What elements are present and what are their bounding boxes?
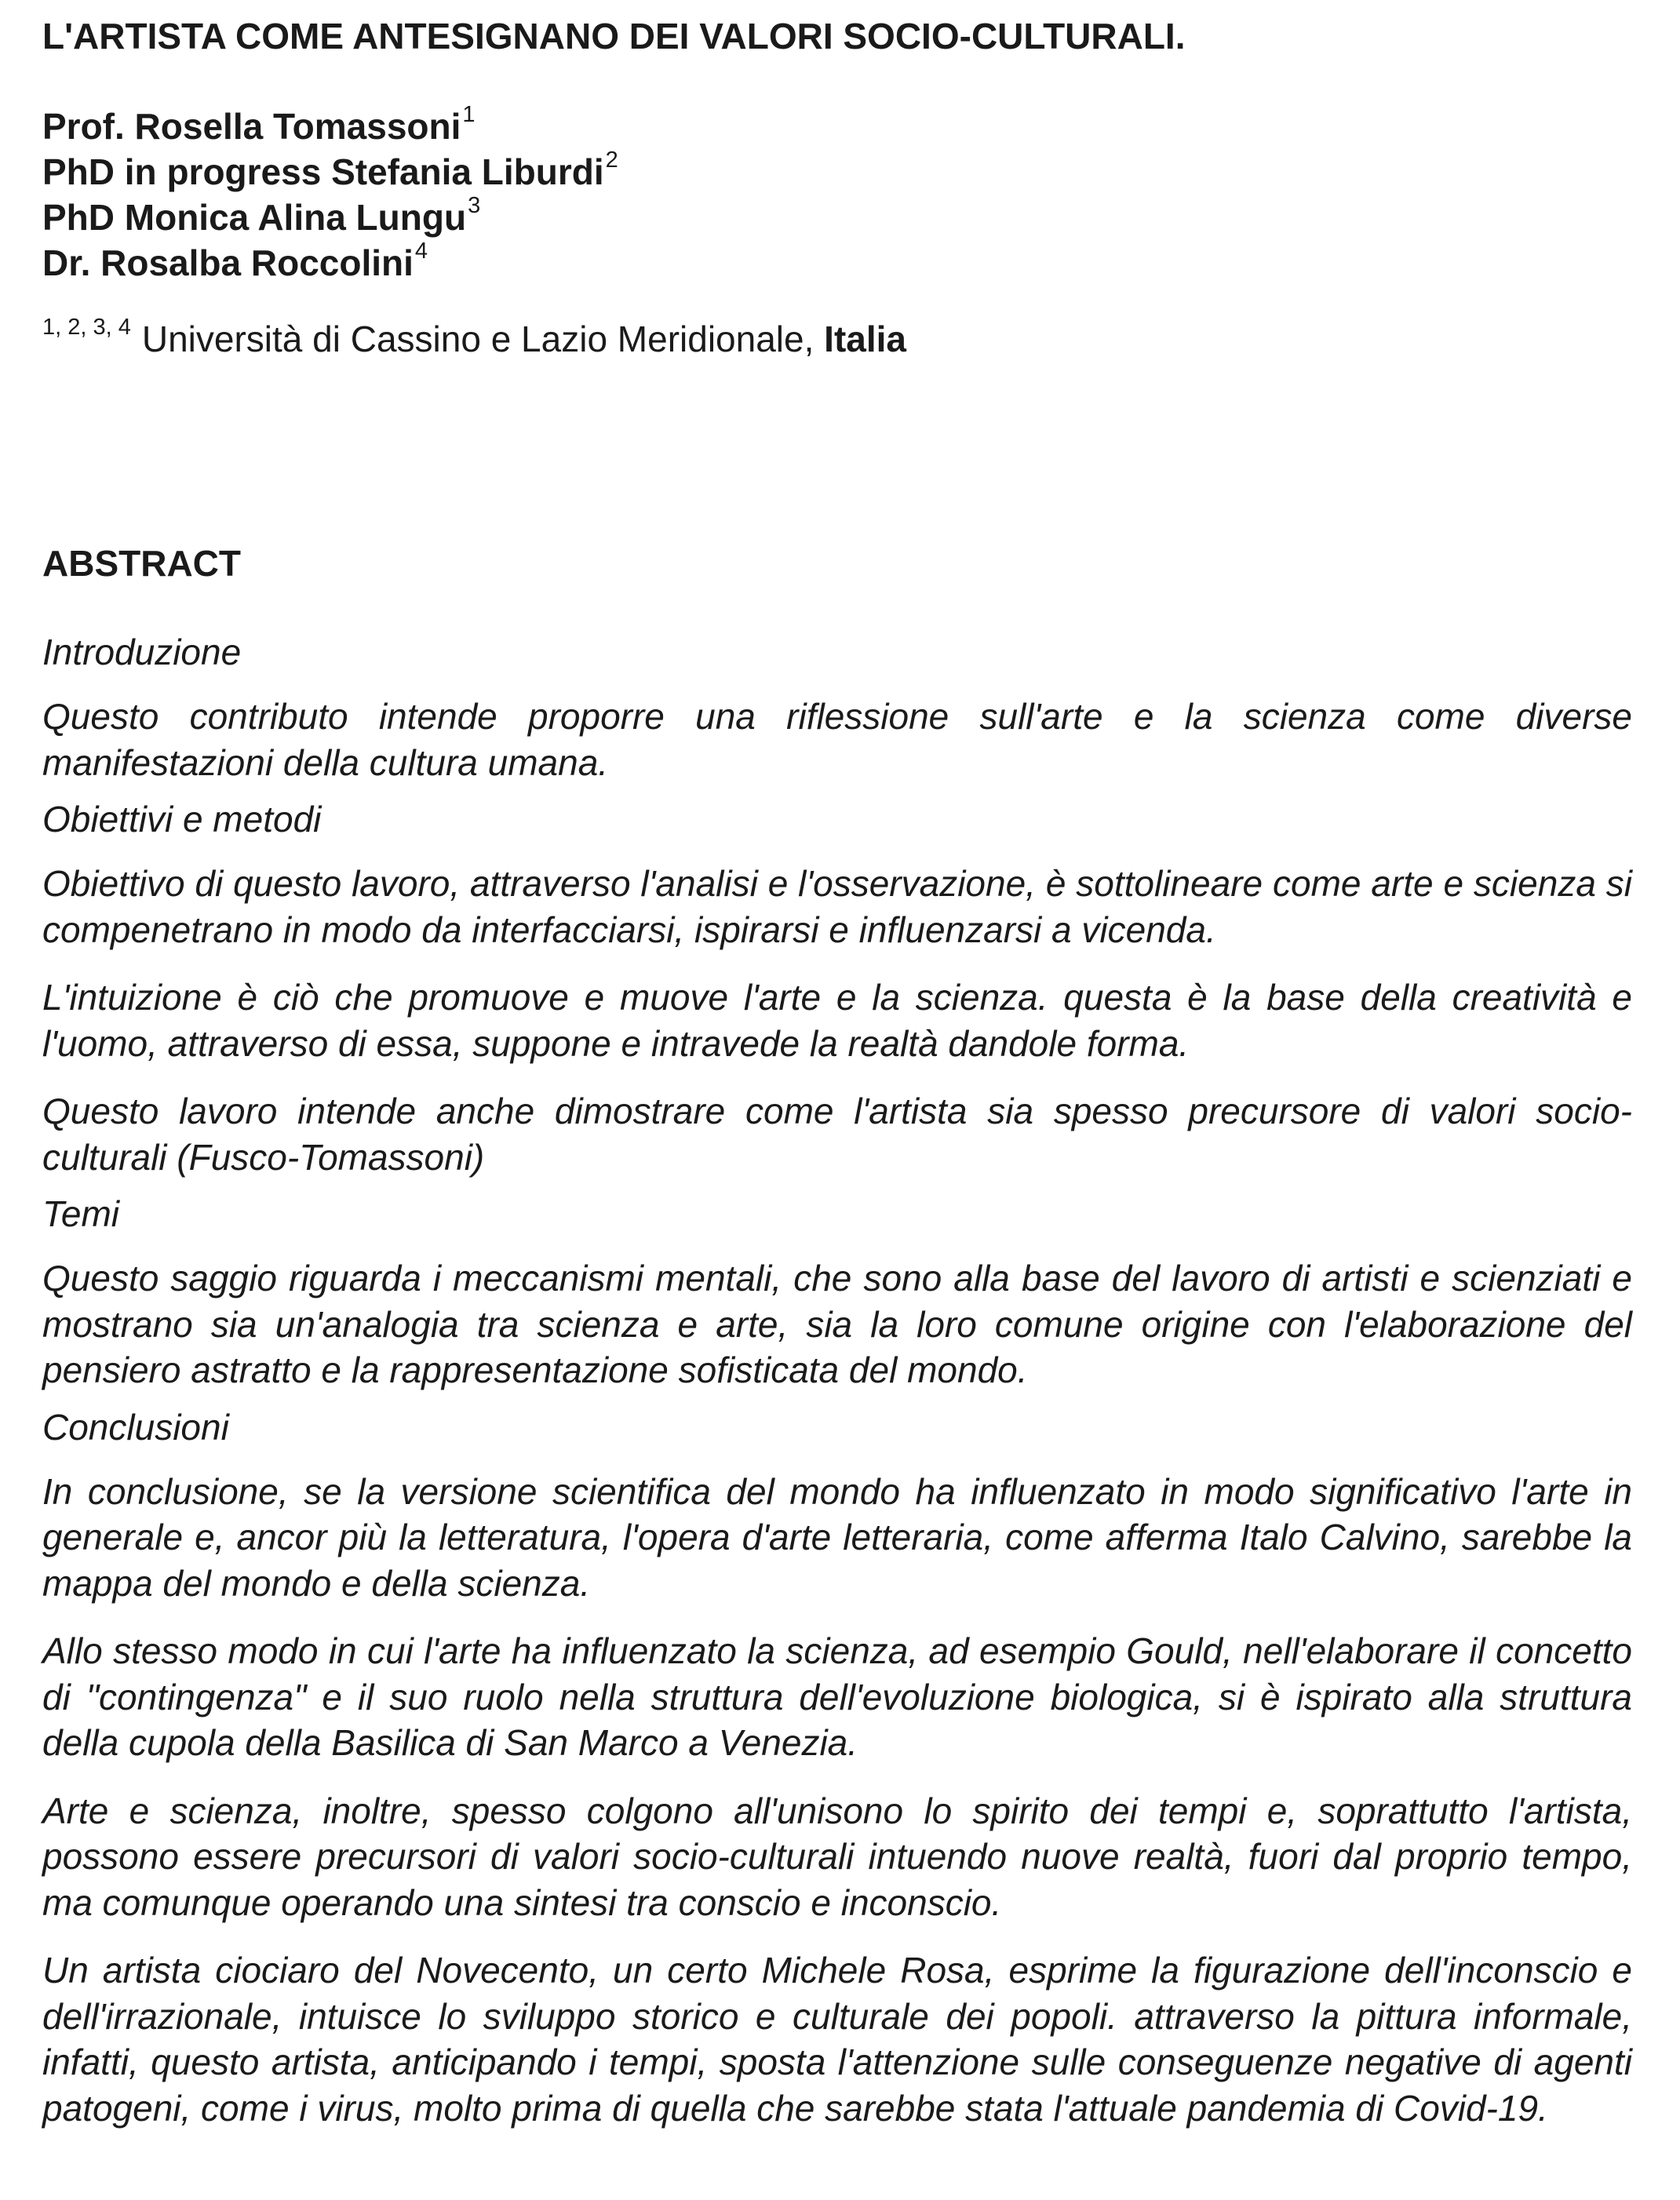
author-name: Dr. Rosalba Roccolini [42,242,414,283]
author-name: Prof. Rosella Tomassoni [42,106,461,147]
author-name: PhD Monica Alina Lungu [42,197,467,238]
author-name: PhD in progress Stefania Liburdi [42,151,604,192]
affiliation-marks: 1, 2, 3, 4 [42,315,131,340]
author-3 [42,195,1632,240]
paragraph-obiettivi-2: L'intuizione è ciò che promuove e muove l'arte e la scienza. questa è la base della creatività e l'uomo, attraverso di essa, suppone e intravede la realtà dandole forma. [42,977,1632,1064]
author-4 [42,240,1632,286]
paper-title: L'ARTISTA COME ANTESIGNANO DEI VALORI SOCIO-CULTURALI. [42,16,1186,56]
section-label-temi: Temi [42,1193,119,1234]
section-label-conclusioni: Conclusioni [42,1406,229,1448]
author-list [42,104,1632,286]
paper-page [42,14,1632,2131]
affiliation-country: Italia [824,319,906,359]
paragraph-introduzione: Questo contributo intende proporre una riflessione sull'arte e la scienza come diverse manifestazioni della cultura umana. [42,696,1632,783]
author-1 [42,104,1632,149]
author-affiliation-mark: 3 [468,193,481,218]
paragraph-obiettivi-3: Questo lavoro intende anche dimostrare come l'artista sia spesso precursore di valori socio-culturali (Fusco-Tomassoni) [42,1091,1632,1178]
author-affiliation-mark: 1 [462,102,476,127]
section-label-introduzione: Introduzione [42,632,242,672]
abstract-heading: ABSTRACT [42,543,241,584]
section-label-obiettivi: Obiettivi e metodi [42,799,322,840]
author-2 [42,149,1632,195]
affiliation-institution: Università di Cassino e Lazio Meridionale, [141,319,825,359]
author-affiliation-mark: 2 [605,148,618,173]
paragraph-conclusioni-4: Un artista ciociaro del Novecento, un certo Michele Rosa, esprime la figurazione dell'inconscio e dell'irrazionale, intuisce lo sviluppo storico e culturale dei popoli. attraverso la pittura informale, infatti, questo artista, anticipando i tempi, sposta l'attenzione sulle conseguenze negative di agenti patogeni, come i virus, molto prima di quella che sarebbe stata l'attuale pandemia di Covid-19. [42,1950,1632,2129]
paragraph-obiettivi-1: Obiettivo di questo lavoro, attraverso l'analisi e l'osservazione, è sottolineare come arte e scienza si compenetrano in modo da interfacciarsi, ispirarsi e influenzarsi a vicenda. [42,863,1632,950]
paragraph-conclusioni-1: In conclusione, se la versione scientifica del mondo ha influenzato in modo significativo l'arte in generale e, ancor più la letteratura, l'opera d'arte letteraria, come afferma Italo Calvino, sarebbe la mappa del mondo e della scienza. [42,1470,1632,1604]
author-affiliation-mark: 4 [414,239,428,264]
paragraph-conclusioni-2: Allo stesso modo in cui l'arte ha influenzato la scienza, ad esempio Gould, nell'elaborare il concetto di "contingenza" e il suo ruolo nella struttura dell'evoluzione biologica, si è ispirato alla struttura della cupola della Basilica di San Marco a Venezia. [42,1630,1632,1763]
paragraph-conclusioni-3: Arte e scienza, inoltre, spesso colgono all'unisono lo spirito dei tempi e, soprattutto l'artista, possono essere precursori di valori socio-culturali intuendo nuove realtà, fuori dal proprio tempo, ma comunque operando una sintesi tra conscio e inconscio. [42,1790,1632,1923]
paragraph-temi: Questo saggio riguarda i meccanismi mentali, che sono alla base del lavoro di artisti e scienziati e mostrano sia un'analogia tra scienza e arte, sia la loro comune origine con l'elaborazione del pensiero astratto e la rappresentazione sofisticata del mondo. [42,1258,1632,1390]
affiliation [42,317,1632,361]
